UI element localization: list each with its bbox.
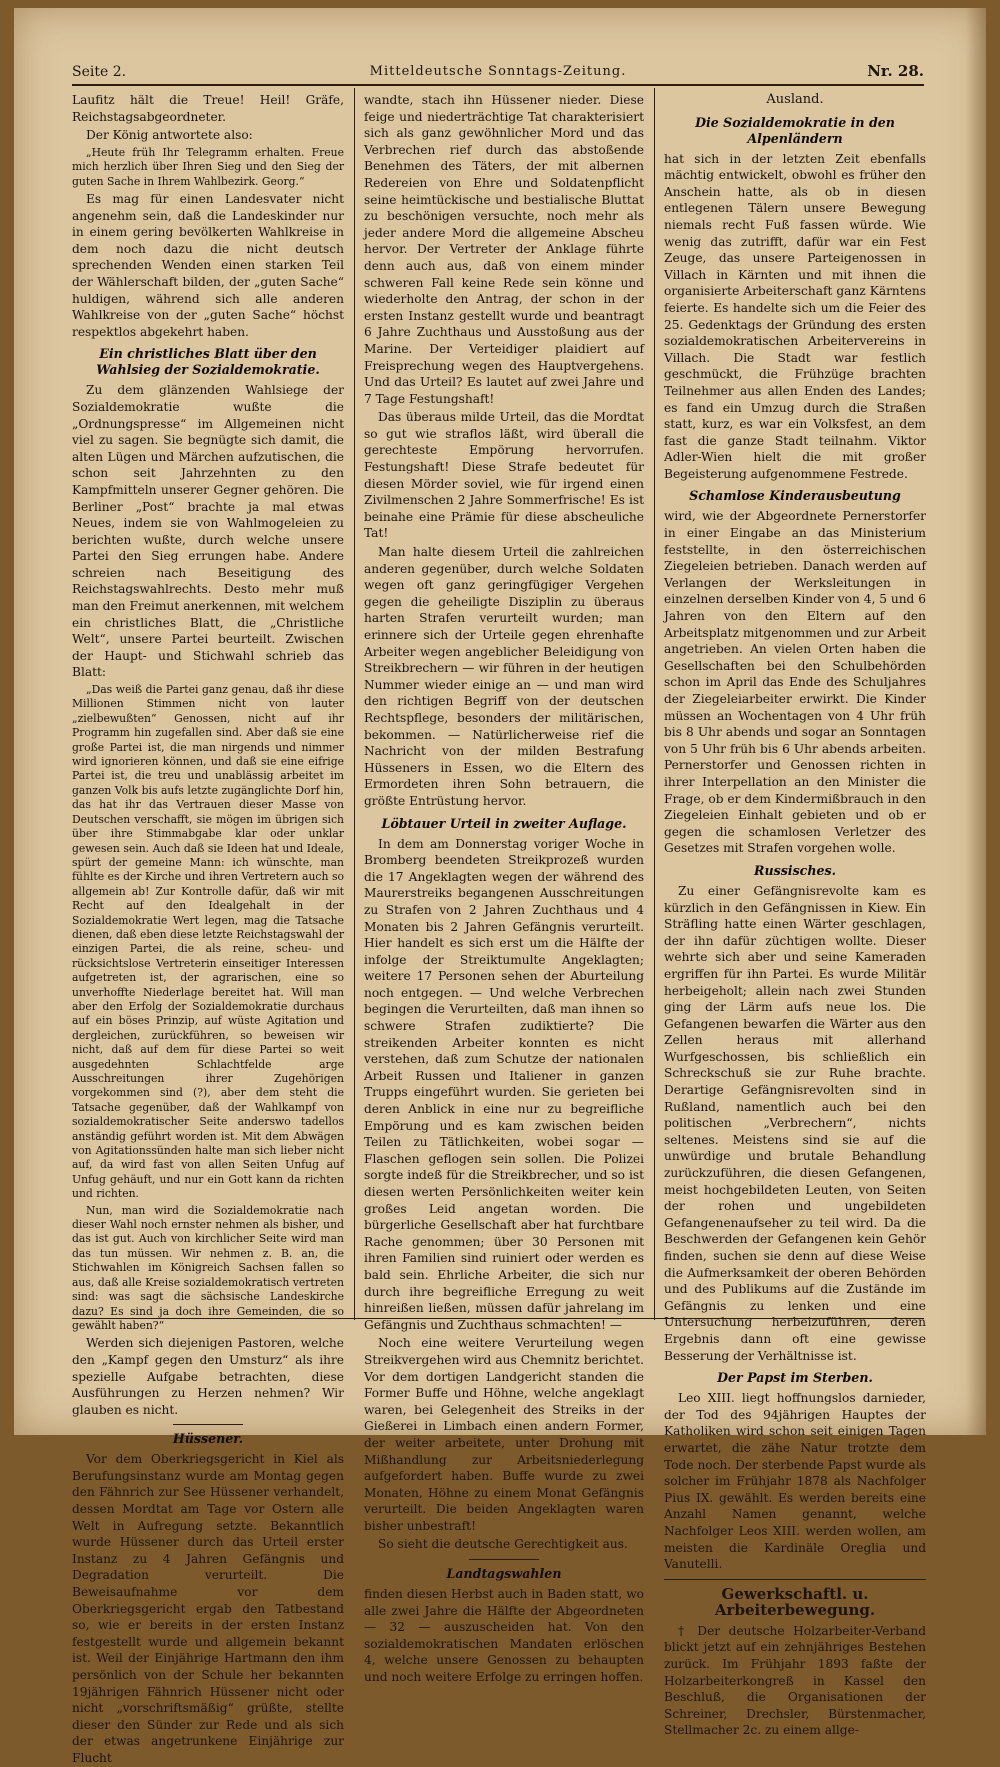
article-paragraph: Werden sich diejenigen Pastoren, welche den „Kampf gegen den Umsturz“ als ihre spezielle Aufgabe betrachten, diese Ausführungen zu Herzen nehmen? Wir glauben es nicht. [72, 1336, 344, 1417]
article-paragraph: Es mag für einen Landesvater nicht angenehm sein, daß die Landeskinder nur in einem gering bevölkerten Wahlkreise in dem noch dazu die nicht deutsch sprechenden Wenden einen starken Teil der Wählerschaft bilden, der „guten Sache“ huldigen, während sich alle anderen Wahlkreise von der „guten Sache“ höchst respektlos abgekehrt haben. [72, 192, 344, 339]
article-paragraph: finden diesen Herbst auch in Baden statt, wo alle zwei Jahre die Hälfte der Abgeordneten — 32 — auszuscheiden hat. Von den sozialdemokratischen Mandaten erlöschen 4, welche unsere Genossen zu behaupten und noch weitere Erfolge zu erringen hoffen. [364, 1587, 644, 1685]
article-headline: Die Sozialdemokratie in den Alpenländern [695, 114, 895, 146]
article-headline: Ein christliches Blatt über den Wahlsieg der Sozialdemokratie. [96, 346, 320, 378]
article-paragraph: Noch eine weitere Verurteilung wegen Streikvergehen wird aus Chemnitz berichtet. Vor dem dortigen Landgericht standen die Former Buffe und Höhne, welche angeklagt waren, bei Gelegenheit des Streiks in der Gießerei in Limbach einen andern Former, der weiter arbeitete, unter Drohung mit Mißhandlung zur Arbeitsniederlegung aufgefordert haben. Buffe wurde zu zwei Monaten, Höhne zu einem Monat Gefängnis verurteilt. Die beiden Angeklagten waren bisher unbestraft! [364, 1336, 644, 1533]
article-paragraph: Zu einer Gefängnisrevolte kam es kürzlich in den Gefängnissen in Kiew. Ein Sträfling hatte einen Wärter geschlagen, der ihn dafür züchtigen wollte. Dieser wehrte sich aber und seine Kameraden ergriffen für ihn Partei. Es wurde Militär herbeigeholt; allein nach zwei Stunden ging der Lärm aufs neue los. Die Gefangenen bewarfen die Wärter aus den Zellen heraus mit allerhand Wurfgeschossen, bis schließlich ein Schreckschuß sie zur Ruhe brachte. Derartige Gefängnisrevolten sind in Rußland, namentlich auch bei den politischen „Verbrechern“, nichts seltenes. Meistens sind sie auf die unwürdige und brutale Behandlung zurückzuführen, die diesen Gefangenen, meist hochgebildeten Leuten, von Seiten der rohen und ungebildeten Gefangenenaufseher zu teil wird. Da die Beschwerden der Gefangenen kein Gehör finden, suchen sie denn auf diese Weise die Aufmerksamkeit der oberen Behörden und des Publikums auf die Zustände im Gefängnis zu lenken und eine Untersuchung herbeizuführen, deren Ergebnis dann oft eine gewisse Besserung der Verhältnisse ist. [664, 883, 926, 1363]
article-paragraph: Zu dem glänzenden Wahlsiege der Sozialdemokratie wußte die „Ordnungspresse“ im Allgemeinen nicht viel zu sagen. Sie begnügte sich damit, die alten Lügen und Märchen aufzutischen, die schon seit Jahrzehnten zu den Kampfmitteln unserer Gegner gehören. Die Berliner „Post“ brachte ja mal etwas Neues, indem sie von Wahlmogeleien zu berichten wußte, durch welche unsere Partei den Sieg errungen habe. Andere schreien nach Beseitigung des Reichstagswahlrechts. Desto mehr muß man den Freimut anerkennen, mit welchem ein christliches Blatt, die „Christliche Welt“, unsere Partei beurteilt. Zwischen der Haupt- und Stichwahl schrieb das Blatt: [72, 383, 344, 680]
article-paragraph: wandte, stach ihn Hüssener nieder. Diese feige und niederträchtige Tat charakterisiert sich als ganz gewöhnlicher Mord und das Verbrechen rief durch das abstoßende Benehmen des Täters, der mit albernen Redereien von Ehre und Soldatenpflicht seine heimtückische und bestialische Bluttat zu beschönigen versuchte, noch mehr als jeder andere Mord die allgemeine Abscheu hervor. Der Vertreter der Anklage führte denn auch aus, daß von einem minder schweren Fall keine Rede sein könne und wiederholte den Antrag, der schon in der ersten Instanz gestellt wurde und beantragt 6 Jahre Zuchthaus und Ausstoßung aus der Marine. Der Verteidiger plaidiert auf Freisprechung wegen des Hauptvergehens. Und das Urteil? Es lautet auf zwei Jahre und 7 Tage Festungshaft! [364, 93, 644, 406]
article-paragraph: In dem am Donnerstag voriger Woche in Bromberg beendeten Streikprozeß wurden die 17 Angeklagten wegen der während des Maurerstreiks begangenen Ausschreitungen zu Strafen von 2 Jahren Zuchthaus und 4 Monaten bis 2 Jahren Gefängnis verurteilt. Hier handelt es sich erst um die Hälfte der infolge der Streiktumulte Angeklagten; weitere 17 Personen sehen der Aburteilung noch entgegen. — Und welche Verbrechen begingen die Verurteilten, daß man ihnen so schwere Strafen zudiktierte? Die streikenden Arbeiter konnten es nicht verstehen, daß zum Schutze der nationalen Arbeit Russen und Italiener in ganzen Trupps eingeführt wurden. Sie gerieten bei deren Anblick in eine nur zu begreifliche Empörung und es kam zwischen beiden Teilen zu Tätlichkeiten, wobei sogar — Flaschen geflogen sein sollen. Die Polizei sorgte indeß für die Streikbrecher, und so ist diesen werten Persönlichkeiten weiter kein großes Leid angetan worden. Die bürgerliche Gesellschaft aber hat furchtbare Rache genommen; über 30 Personen mit ihren Familien sind ruiniert oder werden es bald sein. Ehrliche Arbeiter, die sich nur durch ihre begreifliche Erregung zu weit hinreißen ließen, müssen dafür jahrelang im Gefängnis und Zuchthaus schmachten! — [364, 836, 644, 1332]
article-paragraph: Leo XIII. liegt hoffnungslos darnieder, der Tod des 94jährigen Hauptes der Katholiken wird schon seit einigen Tagen erwartet, die zähe Natur trotzte dem Tode noch. Der sterbende Papst wurde als solcher im Frühjahr 1878 als Nachfolger Pius IX. gewählt. Es werden bereits eine Anzahl Namen genannt, welche Nachfolger Leos XIII. werden wollen, am meisten die Kardinäle Oreglia und Vanutelli. [664, 1391, 926, 1572]
column-rule [654, 88, 655, 1320]
article-paragraph: † Der deutsche Holzarbeiter-Verband blickt jetzt auf ein zehnjähriges Bestehen zurück. Im Frühjahr 1893 faßte der Holzarbeiterkongreß in Kassel den Beschluß, die Organisationen der Schreiner, Drechsler, Bürstenmacher, Stellmacher 2c. zu einem allge- [664, 1623, 926, 1738]
column-3 [664, 92, 926, 1738]
article-headline: Löbtauer Urteil in zweiter Auflage. [381, 815, 627, 831]
article-headline: Der Papst im Sterben. [717, 1370, 873, 1386]
article-headline: Hüssener. [172, 1431, 244, 1447]
quoted-telegram: „Heute früh Ihr Telegramm erhalten. Freue mich herzlich über Ihren Sieg und den Sieg der guten Sache in Ihrem Wahlbezirk. Georg.“ [72, 145, 344, 188]
article-headline: Landtagswahlen [446, 1566, 562, 1582]
article-paragraph: So sieht die deutsche Gerechtigkeit aus. [378, 1537, 628, 1552]
newspaper-page [14, 8, 986, 1765]
quoted-passage: Nun, man wird die Sozialdemokratie nach dieser Wahl noch ernster nehmen als bisher, und das ist gut. Auch von kirchlicher Seite wird man das tun müssen. Wir nehmen z. B. an, die Stichwahlen im Königreich Sachsen fallen so aus, daß alle Kreise sozialdemokratisch vertreten sind: was sagt die sächsische Landeskirche dazu? Es sind ja doch ihre Gemeinden, die so gewählt haben?“ [72, 1203, 344, 1332]
article-paragraph: Laufitz hält die Treue! Heil! Gräfe, Reichstagsabgeordneter. [72, 93, 344, 124]
column-rule [354, 88, 355, 1320]
page-number: Seite 2. [72, 64, 127, 80]
section-title: Ausland. [766, 92, 824, 107]
article-paragraph: hat sich in der letzten Zeit ebenfalls mächtig entwickelt, obwohl es früher den Anschein hatte, als ob in diesen entlegenen Tälern unsere Bewegung niemals recht Fuß fassen würde. Wie wenig das zutrifft, dafür war ein Fest Zeuge, das unsere Parteigenossen in Villach in Kärnten und mit ihnen die organisierte Arbeiterschaft ganz Kärntens feierte. Es handelte sich um die Feier des 25. Gedenktags der Gründung des ersten sozialdemokratischen Arbeitervereins in Villach. Die Stadt war festlich geschmückt, die Frühzüge brachten Teilnehmer aus allen Enden des Landes; es fand ein Umzug durch die Straßen statt, kurz, es war ein Volksfest, an dem fast die ganze Stadt teilnahm. Viktor Adler-Wien hielt die mit großer Begeisterung aufgenommene Festrede. [664, 151, 926, 481]
newspaper-title: Mitteldeutsche Sonntags-Zeitung. [369, 64, 627, 79]
page-edge-shadow [966, 8, 986, 1435]
section-divider [173, 1424, 243, 1425]
section-headline: Gewerkschaftl. u. Arbeiterbewegung. [664, 1579, 926, 1619]
article-paragraph: Vor dem Oberkriegsgericht in Kiel als Berufungsinstanz wurde am Montag gegen den Fähnrich zur See Hüssener verhandelt, dessen Mordtat am Tage vor Ostern alle Welt in Aufregung setzte. Bekanntlich wurde Hüssener durch das Urteil erster Instanz zu 4 Jahren Gefängnis und Degradation verurteilt. Die Beweisaufnahme vor dem Oberkriegsgericht ergab den Tatbestand so, wie er bereits in der ersten Instanz festgestellt wurde und allgemein bekannt ist. Weil der Einjährige Hartmann den ihm persönlich von der Schule her bekannten 19jährigen Fähnrich Hüssener nicht oder nicht „vorschriftsmäßig“ grüßte, stellte dieser den Sünder zur Rede und als sich der etwas angetrunkene Einjährige zur Flucht [72, 1452, 344, 1765]
article-paragraph: wird, wie der Abgeordnete Pernerstorfer in einer Eingabe an das Ministerium feststellte, in den österreichischen Ziegeleien betrieben. Danach werden auf Verlangen der Werksleitungen in einzelnen derselben Kinder von 4, 5 und 6 Jahren von den Eltern auf den Arbeitsplatz mitgenommen und zur Arbeit angetrieben. An vielen Orten haben die Gesellschaften bei den Schulbehörden schon im April das Ende des Schuljahres der Ziegeleiarbeiter erwirkt. Die Kinder müssen an Wochentagen von 4 Uhr früh bis 8 Uhr abends und sogar an Sonntagen von 5 Uhr früh bis 6 Uhr abends arbeiten. Pernerstorfer und Genossen richten in ihrer Interpellation an den Minister die Frage, ob er dem Kindermißbrauch in den Ziegeleien Einhalt gebieten und ob er gegen die schamlosen Verletzer des Gesetzes mit Strafen vorgehen wolle. [664, 509, 926, 856]
quoted-passage: „Das weiß die Partei ganz genau, daß ihr diese Millionen Stimmen nicht von lauter „zielbewußten“ Genossen, nicht auf ihr Programm hin zugefallen sind. Aber daß sie eine große Partei ist, die man nirgends und nimmer wird ignorieren können, und daß sie eine eifrige Partei ist, die treu und unablässig arbeitet im ganzen Volk bis aufs letzte zugänglichte Dorf hin, das hat ihr das Vertrauen dieser Masse von Deutschen verschafft, sie mögen im übrigen sich über ihre Stimmabgabe klar oder unklar gewesen sein. Auch daß sie Ideen hat und Ideale, spürt der gemeine Mann: ich wünschte, man fühlte es der Kirche und ihren Vertretern auch so allgemein ab! Zur Kontrolle dafür, daß wir mit Recht auf den Idealgehalt in der Sozialdemokratie Wert legen, mag die Tatsache dienen, daß eben diese letzte Reichstagswahl der einzigen Partei, die als reine, scheu- und rücksichtslose Vertreterin einseitiger Interessen aufgetreten ist, der agrarischen, eine so unverhoffte Niederlage bereitet hat. Will man aber den Erfolg der Sozialdemokratie durchaus auf ein böses Prinzip, auf wüste Agitation und dergleichen, zurückführen, so beweisen wir nicht, daß auf dem für diese Partei so weit ausgedehnten Schlachtfelde arge Ausschreitungen ihrer Zugehörigen vorgekommen sind (?), aber dem steht die Tatsache gegenüber, daß der Wahlkampf von sozialdemokratischer Seite anderswo tadellos anständig geführt worden ist. Mit dem Abwägen von Agitationssünden halte man sich lieber nicht auf, da wird fast von allen Seiten Unfug auf Unfug gehäuft, und nur ein Gott kann da richten und richten. [72, 683, 344, 1201]
article-paragraph: Das überaus milde Urteil, das die Mordtat so gut wie straflos läßt, wird überall die gerechteste Empörung hervorrufen. Festungshaft! Diese Strafe bedeutet für diesen Mörder soviel, wie für irgend einen Zivilmenschen 2 Jahre Sommerfrische! Es ist beinahe eine Prämie für diese abscheuliche Tat! [364, 410, 644, 541]
page-header [72, 60, 924, 86]
article-paragraph: Der König antwortete also: [86, 128, 253, 143]
bottom-rule [72, 1318, 924, 1319]
article-headline: Schamlose Kinderausbeutung [689, 488, 901, 504]
section-divider [469, 1559, 539, 1560]
article-paragraph: Man halte diesem Urteil die zahlreichen anderen gegenüber, durch welche Soldaten wegen oft ganz geringfügiger Vergehen gegen die geheiligte Disziplin zu überaus harten Strafen verurteilt wurden; man erinnere sich der Urteile gegen ehrenhafte Arbeiter wegen angeblicher Beleidigung von Streikbrechern — wir führen in der heutigen Nummer wieder einige an — und man wird den richtigen Begriff von der deutschen Rechtspflege, besonders der militärischen, bekommen. — Natürlicherweise rief die Nachricht von der milden Bestrafung Hüsseners in Essen, wo die Eltern des Ermordeten ihren Sohn betrauern, die größte Entrüstung hervor. [364, 545, 644, 808]
issue-number: Nr. 28. [867, 62, 924, 80]
column-1 [72, 92, 344, 1765]
article-headline: Russisches. [754, 862, 836, 878]
column-2 [364, 92, 644, 1685]
